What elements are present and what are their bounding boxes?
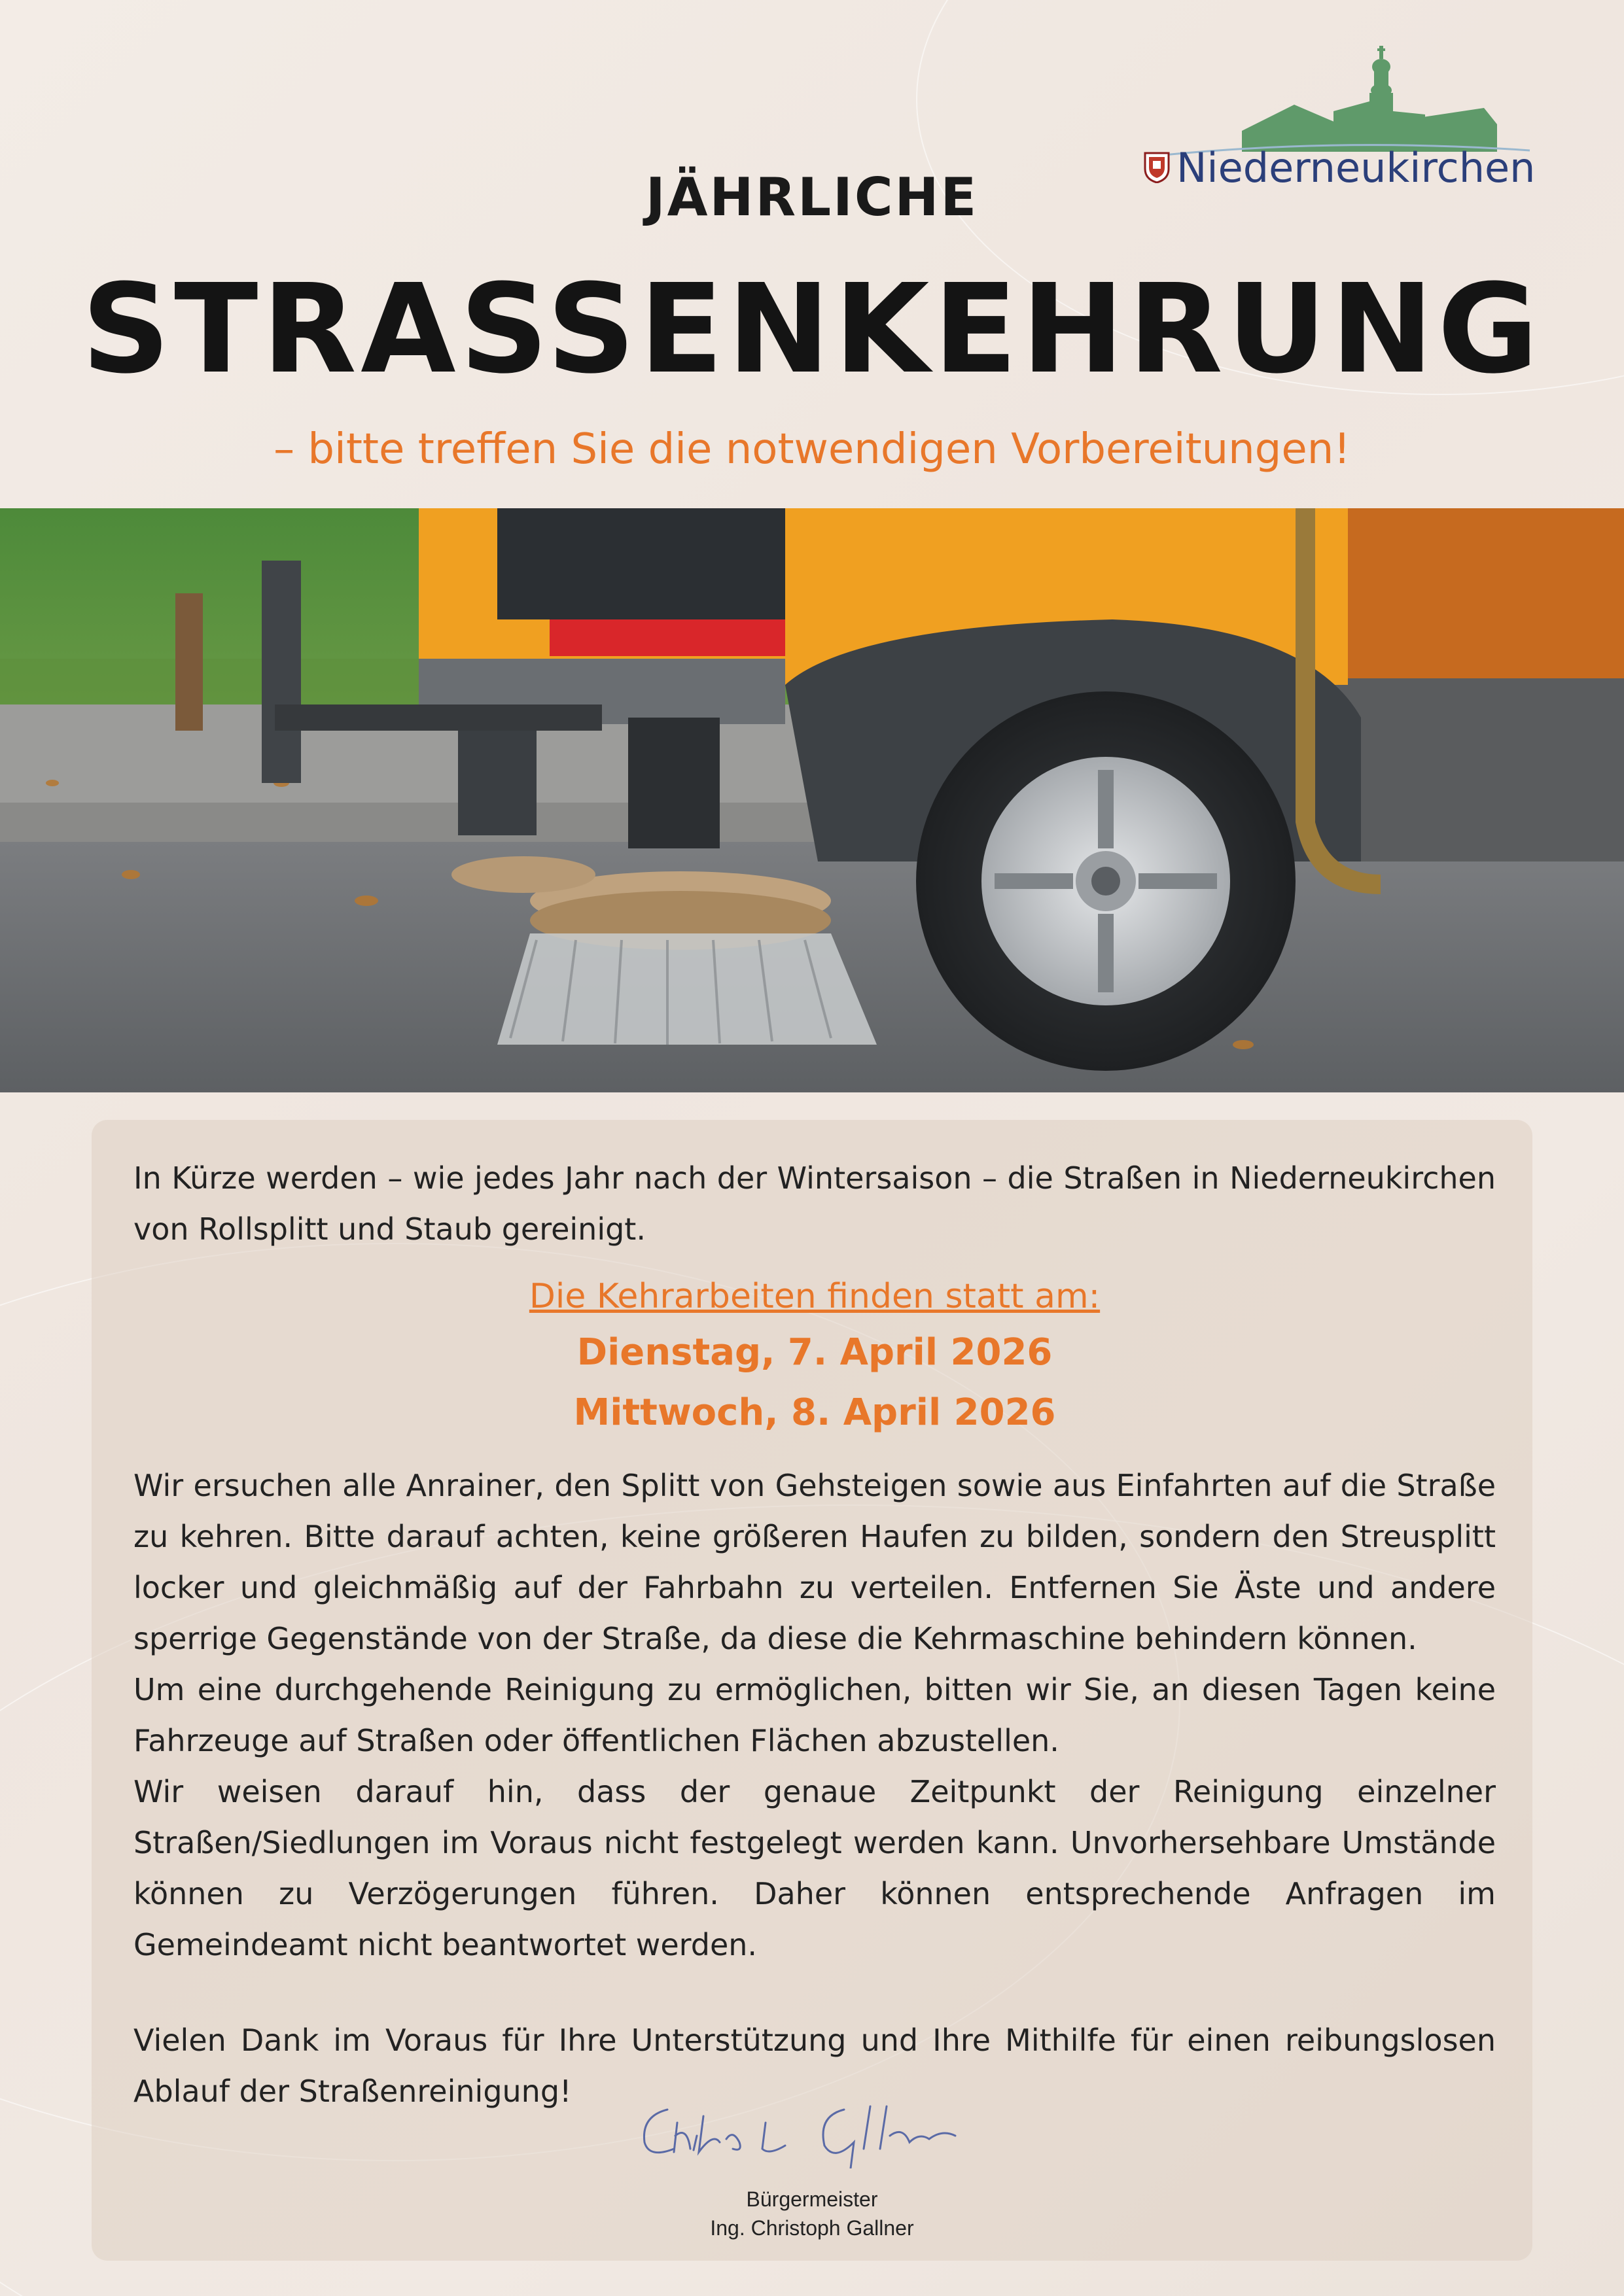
thanks-paragraph: Vielen Dank im Voraus für Ihre Unterstützung und Ihre Mithilfe für einen reibungslosen Ablauf der Straßenreinigung! (133, 2023, 1496, 2109)
request-paragraph: Wir ersuchen alle Anrainer, den Splitt von Gehsteigen sowie aus Einfahrten auf die Straße zu kehren. Bitte darauf achten, keine größeren Haufen zu bilden, sondern den Streusplitt locker und gleichmäßig auf der Fahrbahn zu verteilen. Entfernen Sie Äste und andere sperrige Gegenstände von der Straße, da diese die Kehrmaschine behindern können. (133, 1468, 1496, 1656)
parking-paragraph: Um eine durchgehende Reinigung zu ermöglichen, bitten wir Sie, an diesen Tagen keine Fahrzeuge auf Straßen oder öffentlichen Flächen abzustellen. (133, 1672, 1496, 1758)
signature-block (0, 2185, 1624, 2242)
handwritten-signature (628, 2096, 995, 2168)
card-content (133, 1153, 1496, 2117)
headline-subtitle: – bitte treffen Sie die notwendigen Vorbereitungen! (274, 425, 1350, 474)
signatory-role: Bürgermeister (746, 2187, 878, 2211)
intro-paragraph: In Kürze werden – wie jedes Jahr nach der Wintersaison – die Straßen in Niederneukirchen von Rollsplitt und Staub gereinigt. (133, 1160, 1496, 1247)
church-skyline-icon (1144, 39, 1536, 157)
street-sweeper-photo (0, 508, 1624, 1092)
information-card (92, 1120, 1532, 2261)
municipality-name: Niederneukirchen (1176, 144, 1536, 192)
signatory-name: Ing. Christoph Gallner (710, 2216, 914, 2240)
headline-title: STRASSENKEHRUNG (81, 258, 1543, 401)
timing-paragraph: Wir weisen darauf hin, dass der genaue Zeitpunkt der Reinigung einzelner Straßen/Siedlungen im Voraus nicht festgelegt werden kann. Unvorhersehbare Umstände können zu Verzögerungen führen. Daher können entsprechende Anfragen im Gemeindeamt nicht beantwortet werden. (133, 1774, 1496, 1962)
headline-kicker: JÄHRLICHE (645, 167, 979, 228)
dates-heading: Die Kehrarbeiten finden statt am: (529, 1277, 1101, 1316)
date-2: Mittwoch, 8. April 2026 (573, 1391, 1056, 1434)
date-1: Dienstag, 7. April 2026 (576, 1331, 1053, 1374)
